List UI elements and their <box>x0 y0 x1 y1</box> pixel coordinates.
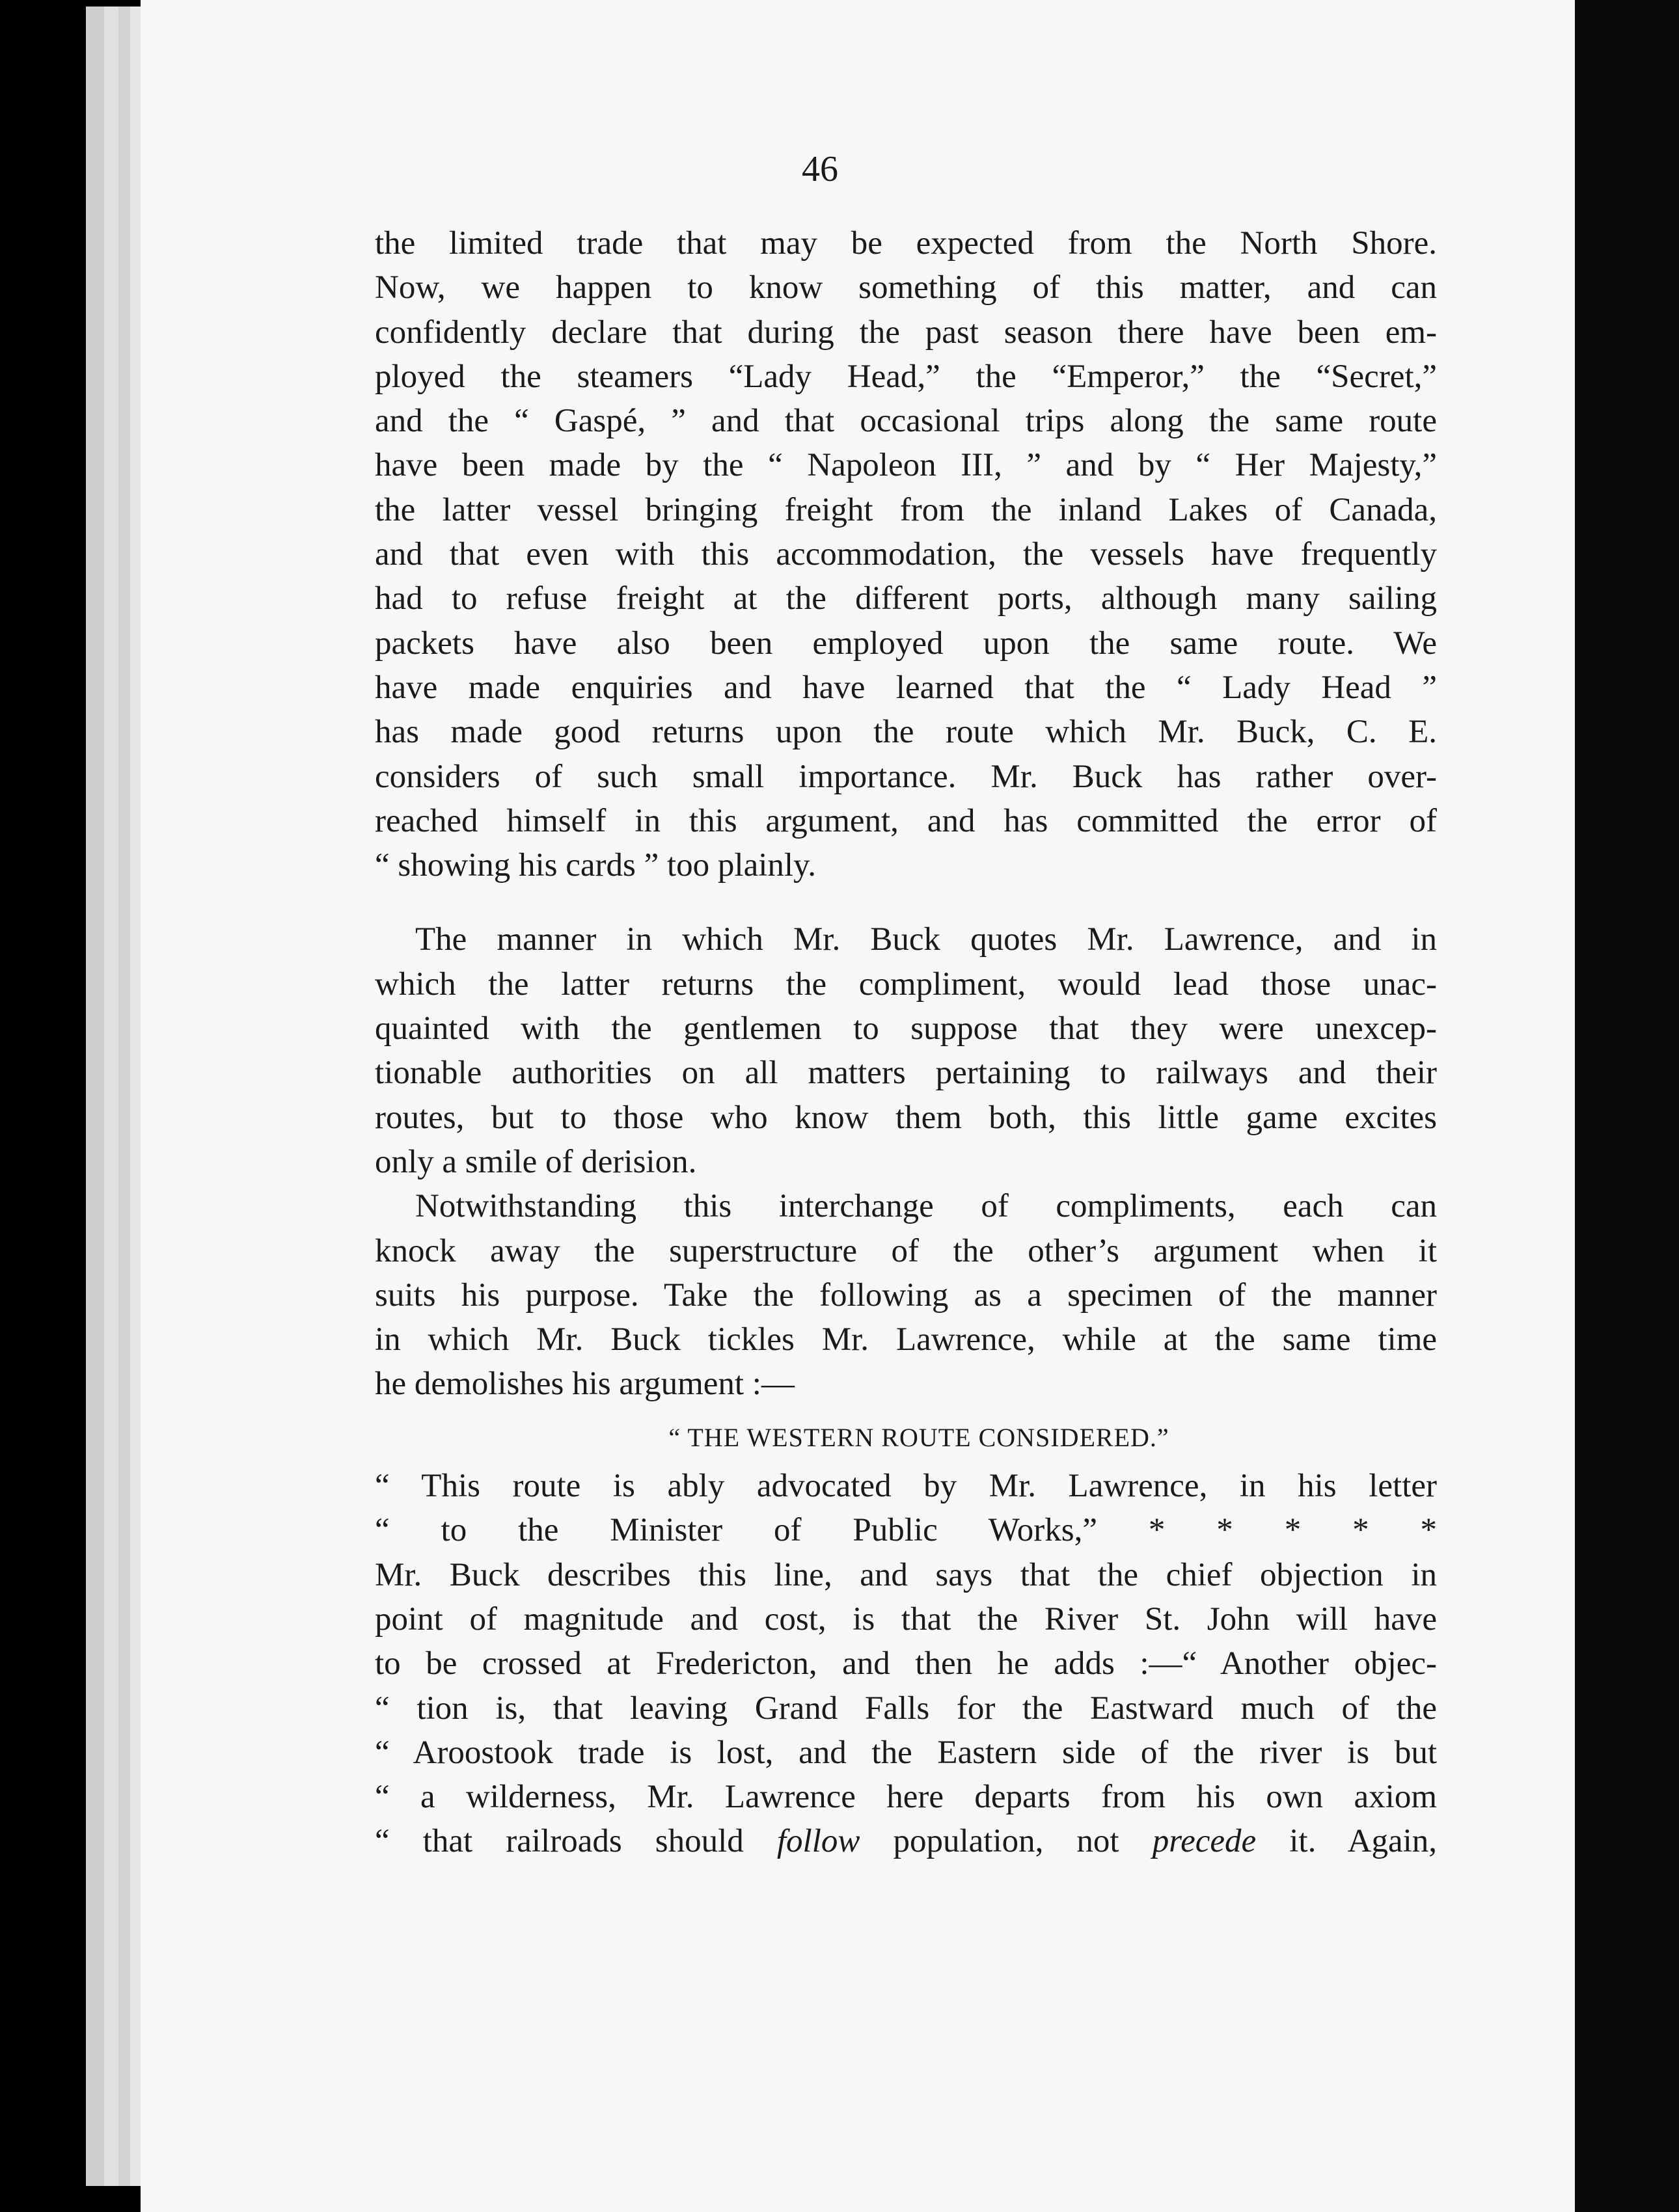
text-line: and the “ Gaspé, ” and that occasional trips along the same route <box>375 403 1437 440</box>
paragraph-4 <box>375 1553 1437 1864</box>
text-line: had to refuse freight at the different ports, although many sailing <box>375 580 1437 617</box>
page-body <box>375 221 1437 1864</box>
text-line: reached himself in this argument, and has committed the error of <box>375 802 1437 839</box>
text-line: Now, we happen to know something of this matter, and can <box>375 269 1437 306</box>
text-line: tionable authorities on all matters pertaining to railways and their <box>375 1055 1437 1092</box>
text-run: “ that railroads should <box>375 1823 777 1860</box>
text-line: have made enquiries and have learned that the “ Lady Head ” <box>375 669 1437 706</box>
quote-block <box>375 1464 1437 1553</box>
text-line: The manner in which Mr. Buck quotes Mr. Lawrence, and in <box>415 921 1437 958</box>
text-line: “ a wilderness, Mr. Lawrence here departs from his own axiom <box>375 1779 1437 1816</box>
text-line: knock away the superstructure of the other’s argument when it <box>375 1232 1437 1269</box>
text-line: “ to the Minister of Public Works,” * * * * * <box>375 1512 1437 1549</box>
italic-word: follow <box>776 1823 860 1860</box>
last-text-line <box>375 1819 1437 1863</box>
text-line: quainted with the gentlemen to suppose that they were unexcep- <box>375 1010 1437 1047</box>
text-line: only a smile of derision. <box>375 1143 697 1180</box>
text-line: suits his purpose. Take the following as a specimen of the manner <box>375 1276 1437 1314</box>
page-number: 46 <box>802 149 838 189</box>
text-line: in which Mr. Buck tickles Mr. Lawrence, while at the same time <box>375 1321 1437 1358</box>
text-line: the limited trade that may be expected from the North Shore. <box>375 225 1437 262</box>
text-line: considers of such small importance. Mr. Buck has rather over- <box>375 758 1437 795</box>
text-line: and that even with this accommodation, the vessels have frequently <box>375 536 1437 573</box>
text-line: routes, but to those who know them both, this little game excites <box>375 1099 1437 1136</box>
text-line: the latter vessel bringing freight from the inland Lakes of Canada, <box>375 491 1437 528</box>
paragraph-1 <box>375 221 1437 887</box>
text-line: has made good returns upon the route which Mr. Buck, C. E. <box>375 714 1437 751</box>
italic-word: precede <box>1152 1823 1257 1860</box>
text-line: packets have also been employed upon the same route. We <box>375 625 1437 662</box>
text-run: it. Again, <box>1256 1823 1437 1860</box>
text-line: Notwithstanding this interchange of compliments, each can <box>415 1188 1437 1225</box>
text-line: “ tion is, that leaving Grand Falls for the Eastward much of the <box>375 1690 1437 1727</box>
text-line: “ showing his cards ” too plainly. <box>375 847 816 884</box>
text-line: he demolishes his argument :— <box>375 1366 795 1403</box>
text-line: which the latter returns the compliment, would lead those unac- <box>375 965 1437 1003</box>
text-line: to be crossed at Fredericton, and then he adds :—“ Another objec- <box>375 1645 1437 1682</box>
text-line: ployed the steamers “Lady Head,” the “Emperor,” the “Secret,” <box>375 358 1437 395</box>
scan-margin <box>1575 0 1679 2212</box>
page-edge <box>86 7 106 2186</box>
paragraph-3 <box>375 1184 1437 1406</box>
text-line: “ This route is ably advocated by Mr. Lawrence, in his letter <box>375 1468 1437 1505</box>
text-line: point of magnitude and cost, is that the River St. John will have <box>375 1600 1437 1638</box>
paragraph-gap <box>375 887 1437 917</box>
text-line: “ Aroostook trade is lost, and the Eastern side of the river is but <box>375 1734 1437 1771</box>
text-line: confidently declare that during the past season there have been em- <box>375 314 1437 351</box>
section-heading: “ THE WESTERN ROUTE CONSIDERED.” <box>668 1422 1169 1452</box>
text-line: have been made by the “ Napoleon III, ” and by “ Her Majesty,” <box>375 447 1437 484</box>
text-line: Mr. Buck describes this line, and says that the chief objection in <box>375 1556 1437 1593</box>
text-run: population, not <box>860 1823 1153 1860</box>
paragraph-2 <box>375 917 1437 1184</box>
